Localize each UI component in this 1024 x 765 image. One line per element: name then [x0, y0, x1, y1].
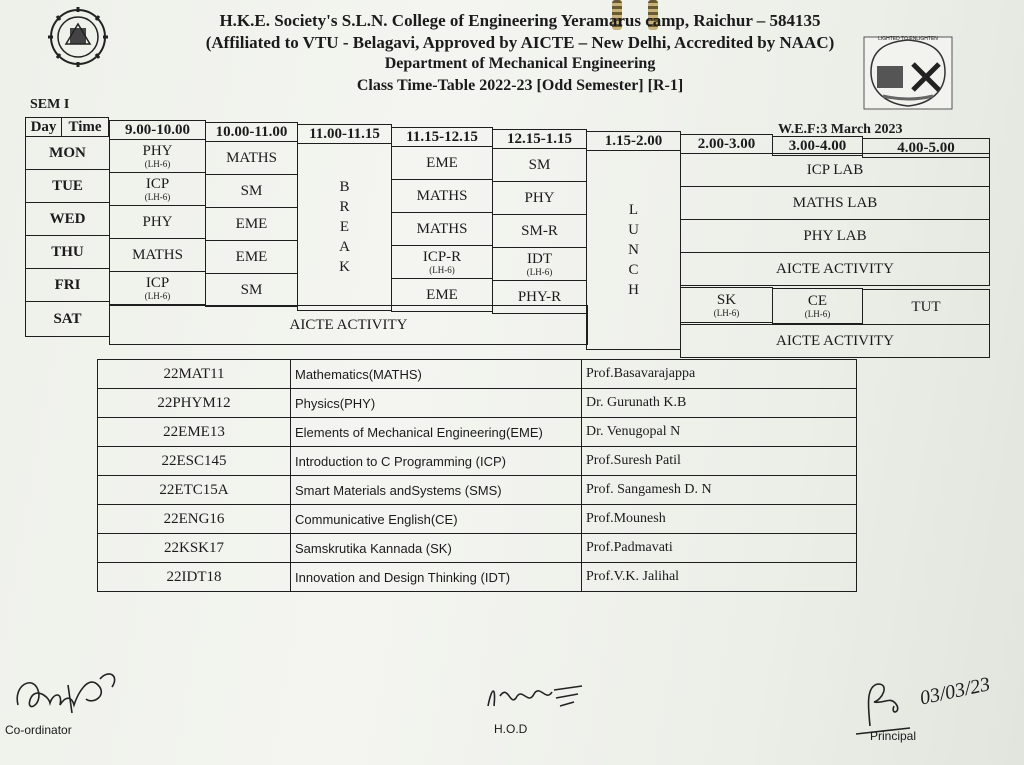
period-cell: EME	[205, 207, 298, 241]
header-day: Day	[25, 117, 62, 137]
subject-code: 22PHYM12	[98, 389, 291, 418]
affiliation-line: (Affiliated to VTU - Belagavi, Approved by AICTE – New Delhi, Accredited by NAAC)	[205, 33, 835, 52]
subject-name: Innovation and Design Thinking (IDT)	[291, 563, 582, 592]
break-column: B R E A K	[297, 143, 392, 311]
day-label: THU	[25, 235, 110, 269]
faculty-name: Dr. Venugopal N	[582, 418, 857, 447]
period-cell: ICP (LH-6)	[109, 271, 206, 305]
principal-signature-date: 03/03/23	[918, 673, 993, 710]
period-cell: CE (LH-6)	[772, 288, 863, 324]
period-cell: EME	[391, 146, 493, 180]
period-cell: PHY (LH-6)	[109, 139, 206, 173]
subject-name: Elements of Mechanical Engineering(EME)	[291, 418, 582, 447]
college-emblem-logo	[38, 6, 118, 68]
subject-code: 22EME13	[98, 418, 291, 447]
effective-date: W.E.F:3 March 2023	[778, 122, 903, 137]
period-cell: IDT (LH-6)	[492, 247, 587, 281]
period-cell: SM-R	[492, 214, 587, 248]
subject-name: Mathematics(MATHS)	[291, 360, 582, 389]
period-cell: MATHS	[391, 179, 493, 213]
subject-code: 22ETC15A	[98, 476, 291, 505]
subject-code: 22KSK17	[98, 534, 291, 563]
period-cell: EME	[391, 278, 493, 312]
hod-label: H.O.D	[494, 722, 528, 736]
coordinator-label: Co-ordinator	[5, 723, 72, 737]
day-label: FRI	[25, 268, 110, 302]
period-cell: EME	[205, 240, 298, 274]
timetable-title: Class Time-Table 2022-23 [Odd Semester] [R-1]	[356, 77, 684, 94]
table-row	[98, 563, 857, 592]
subject-faculty-table	[97, 359, 857, 592]
slot-header: 4.00-5.00	[862, 138, 990, 158]
department-heading: Department of Mechanical Engineering	[384, 55, 656, 72]
day-label: SAT	[25, 301, 110, 337]
lunch-column: L U N C H	[586, 150, 681, 350]
saturday-morning-activity: AICTE ACTIVITY	[109, 305, 588, 345]
slot-header: 11.00-11.15	[297, 124, 392, 144]
table-row	[98, 389, 857, 418]
day-label: TUE	[25, 169, 110, 203]
period-cell: PHY-R	[492, 280, 587, 314]
semester-label: SEM I	[30, 97, 70, 112]
period-cell: PHY	[109, 205, 206, 239]
day-label: MON	[25, 136, 110, 170]
period-cell: MATHS	[391, 212, 493, 246]
slot-header: 11.15-12.15	[391, 127, 493, 147]
college-name-heading: H.K.E. Society's S.L.N. College of Engineering Yeramarus camp, Raichur – 584135	[219, 11, 821, 30]
principal-label: Principal	[870, 729, 917, 743]
period-cell: MATHS	[205, 141, 298, 175]
coordinator-signature	[8, 665, 123, 725]
subject-code: 22ESC145	[98, 447, 291, 476]
subject-code: 22IDT18	[98, 563, 291, 592]
subject-name: Samskrutika Kannada (SK)	[291, 534, 582, 563]
faculty-name: Prof.Suresh Patil	[582, 447, 857, 476]
slot-header: 2.00-3.00	[680, 134, 773, 154]
faculty-name: Prof.V.K. Jalihal	[582, 563, 857, 592]
period-cell: ICP (LH-6)	[109, 172, 206, 206]
subject-name: Communicative English(CE)	[291, 505, 582, 534]
faculty-name: Prof.Padmavati	[582, 534, 857, 563]
subject-name: Physics(PHY)	[291, 389, 582, 418]
slot-header: 3.00-4.00	[772, 136, 863, 156]
table-row	[98, 505, 857, 534]
table-row	[98, 418, 857, 447]
hod-signature	[482, 676, 587, 716]
period-cell: SM	[205, 273, 298, 307]
period-cell: SM	[205, 174, 298, 208]
subject-code: 22ENG16	[98, 505, 291, 534]
lab-session: AICTE ACTIVITY	[680, 252, 990, 286]
table-row	[98, 476, 857, 505]
slot-header: 1.15-2.00	[586, 131, 681, 151]
period-cell: MATHS	[109, 238, 206, 272]
lab-session: ICP LAB	[680, 153, 990, 187]
faculty-name: Prof.Basavarajappa	[582, 360, 857, 389]
day-label: WED	[25, 202, 110, 236]
crest-motto-text: LIGHTED TO ENLIGHTEN	[878, 36, 938, 42]
period-cell: SM	[492, 148, 587, 182]
subject-name: Introduction to C Programming (ICP)	[291, 447, 582, 476]
period-cell: ICP-R (LH-6)	[391, 245, 493, 279]
slot-header: 12.15-1.15	[492, 129, 587, 149]
lab-session: PHY LAB	[680, 219, 990, 253]
table-row	[98, 360, 857, 389]
faculty-name: Prof.Mounesh	[582, 505, 857, 534]
period-cell: SK (LH-6)	[680, 287, 773, 323]
period-cell: PHY	[492, 181, 587, 215]
subject-name: Smart Materials andSystems (SMS)	[291, 476, 582, 505]
slot-header: 10.00-11.00	[205, 122, 298, 142]
subject-code: 22MAT11	[98, 360, 291, 389]
lab-session: MATHS LAB	[680, 186, 990, 220]
period-cell: TUT	[862, 289, 990, 325]
faculty-name: Dr. Gurunath K.B	[582, 389, 857, 418]
table-row	[98, 534, 857, 563]
header-time: Time	[61, 117, 109, 137]
saturday-afternoon-activity: AICTE ACTIVITY	[680, 324, 990, 358]
faculty-name: Prof. Sangamesh D. N	[582, 476, 857, 505]
table-row	[98, 447, 857, 476]
slot-header: 9.00-10.00	[109, 120, 206, 140]
